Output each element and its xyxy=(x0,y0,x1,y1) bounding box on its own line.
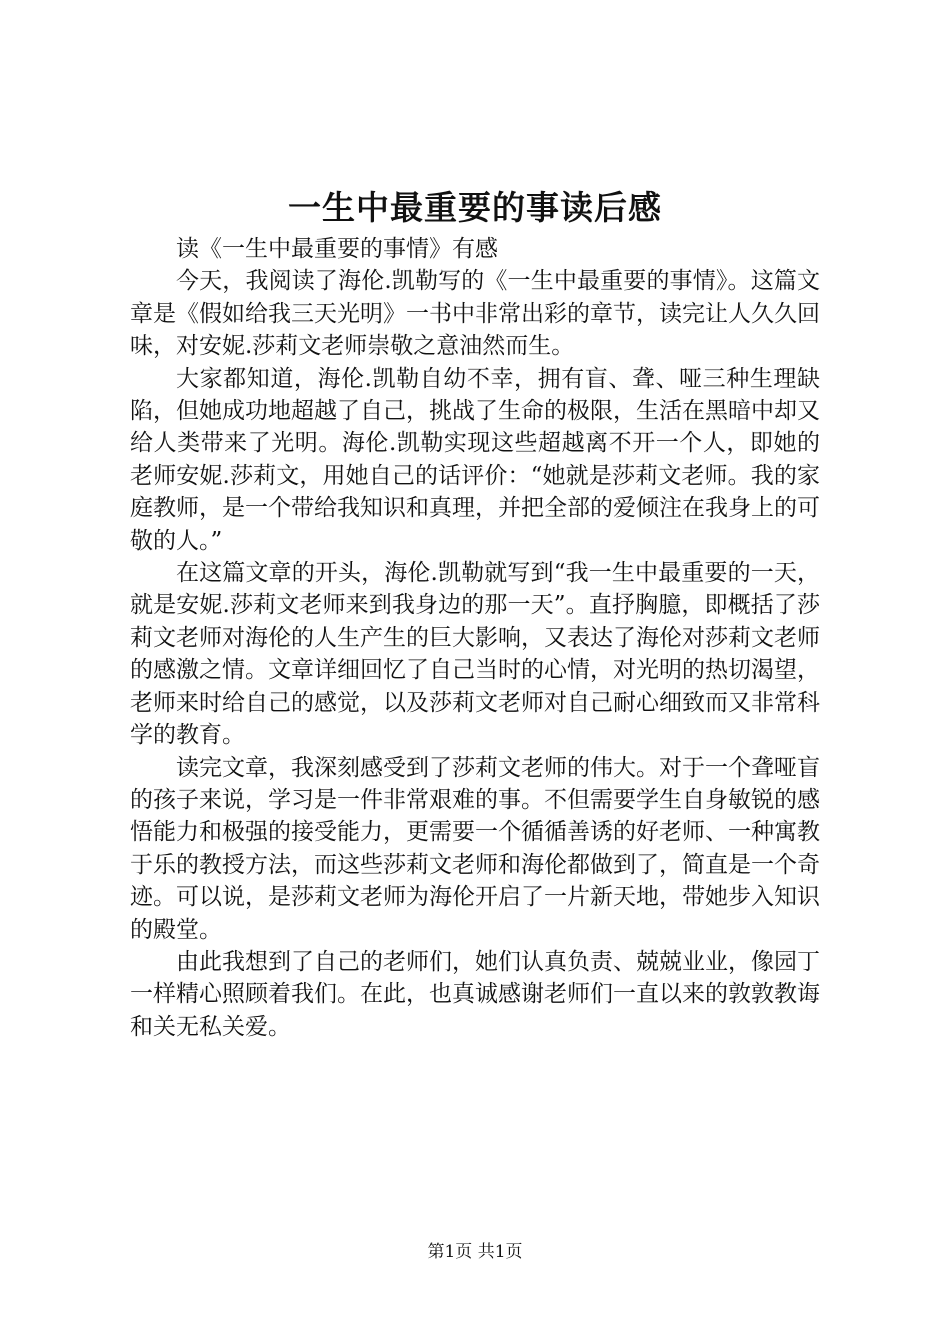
document-title: 一生中最重要的事读后感 xyxy=(288,188,662,227)
paragraph-subtitle: 读《一生中最重要的事情》有感 xyxy=(176,236,498,262)
paragraph: 大家都知道，海伦.凯勒自幼不幸，拥有盲、聋、哑三种生理缺陷，但她成功地超越了自己，挑战了生命的极限，生活在黑暗中却又给人类带来了光明。海伦.凯勒实现这些超越离不开一个人，即她的老师安妮.莎莉文，用她自己的话评价：“她就是莎莉文老师。我的家庭教师，是一个带给我知识和真理，并把全部的爱倾注在我身上的可敬的人。” xyxy=(130,365,820,554)
paragraph: 读完文章，我深刻感受到了莎莉文老师的伟大。对于一个聋哑盲的孩子来说，学习是一件非常艰难的事。不但需要学生自身敏锐的感悟能力和极强的接受能力，更需要一个循循善诱的好老师、一种寓教于乐的教授方法，而这些莎莉文老师和海伦都做到了，简直是一个奇迹。可以说，是莎莉文老师为海伦开启了一片新天地，带她步入知识的殿堂。 xyxy=(130,754,820,943)
paragraph: 今天，我阅读了海伦.凯勒写的《一生中最重要的事情》。这篇文章是《假如给我三天光明》一书中非常出彩的章节，读完让人久久回味，对安妮.莎莉文老师崇敬之意油然而生。 xyxy=(130,268,820,360)
page-footer: 第1页 共1页 xyxy=(427,1242,523,1262)
paragraph: 由此我想到了自己的老师们，她们认真负责、兢兢业业，像园丁一样精心照顾着我们。在此，也真诚感谢老师们一直以来的敦敦教诲和关无私关爱。 xyxy=(130,948,820,1040)
paragraph: 在这篇文章的开头，海伦.凯勒就写到“我一生中最重要的一天，就是安妮.莎莉文老师来到我身边的那一天”。直抒胸臆，即概括了莎莉文老师对海伦的人生产生的巨大影响，又表达了海伦对莎莉文老师的感激之情。文章详细回忆了自己当时的心情，对光明的热切渴望，老师来时给自己的感觉，以及莎莉文老师对自己耐心细致而又非常科学的教育。 xyxy=(130,560,820,749)
document-body xyxy=(130,233,820,1043)
